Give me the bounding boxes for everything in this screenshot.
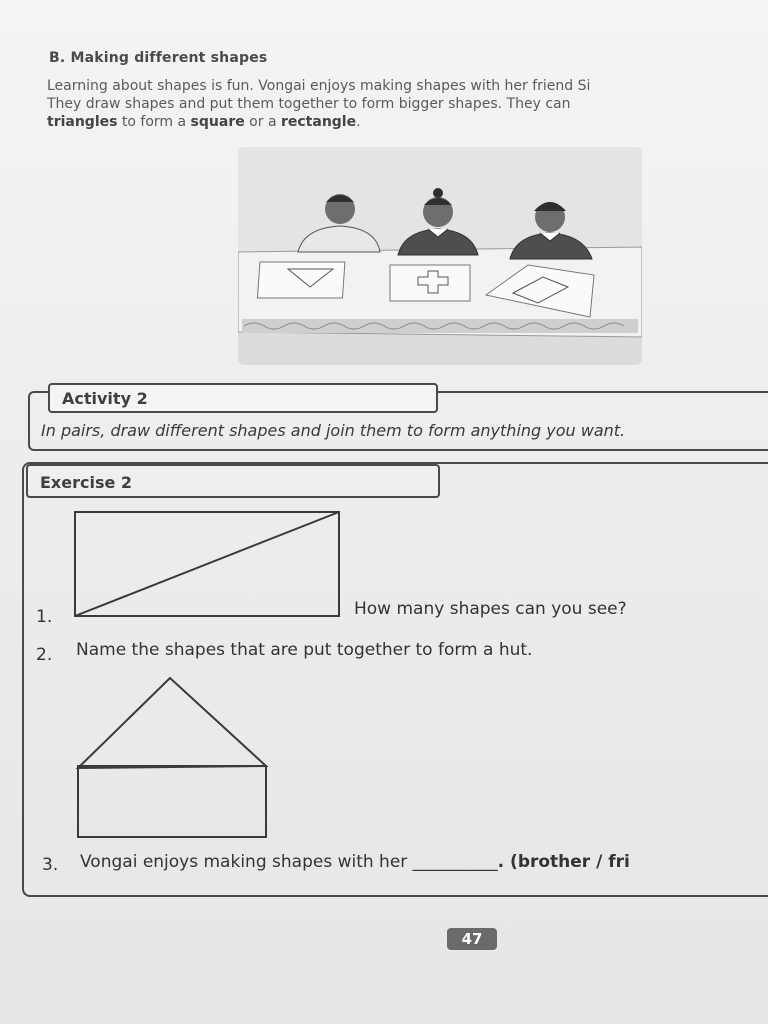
question-3-text <box>80 852 630 872</box>
intro-paragraph <box>47 77 768 131</box>
bold-term-rectangle: rectangle <box>280 114 357 130</box>
intro-text: to form a <box>117 114 191 130</box>
intro-text: . <box>356 114 361 130</box>
intro-line-1: Learning about shapes is fun. Vongai enjoys making shapes with her friend Si <box>47 78 591 94</box>
activity-title-tab <box>48 383 438 413</box>
intro-line-3 <box>47 113 768 131</box>
question-3-stem: Vongai enjoys making shapes with her <box>80 852 413 872</box>
hut-figure <box>76 676 270 840</box>
question-3-number: 3. <box>42 855 59 875</box>
question-1-number: 1. <box>36 607 53 627</box>
activity-title: Activity 2 <box>62 389 148 408</box>
question-1-text: How many shapes can you see? <box>354 599 627 619</box>
section-heading: B. Making different shapes <box>49 50 268 66</box>
question-2-number: 2. <box>36 645 53 665</box>
answer-options: . (brother / fri <box>497 852 630 872</box>
question-2-text: Name the shapes that are put together to form a hut. <box>76 640 533 660</box>
intro-text: or a <box>244 114 281 130</box>
exercise-title: Exercise 2 <box>40 473 133 492</box>
intro-line-2: They draw shapes and put them together to form bigger shapes. They can <box>47 96 571 112</box>
page-number-badge: 47 <box>447 928 497 950</box>
answer-blank: __________ <box>412 852 498 872</box>
bold-term-triangles: triangles <box>47 114 118 130</box>
rectangle-with-diagonal-figure <box>74 510 342 620</box>
bold-term-square: square <box>190 114 245 130</box>
children-drawing-illustration <box>238 147 642 365</box>
activity-instruction: In pairs, draw different shapes and join them to form anything you want. <box>41 421 626 440</box>
exercise-title-tab <box>26 464 440 498</box>
